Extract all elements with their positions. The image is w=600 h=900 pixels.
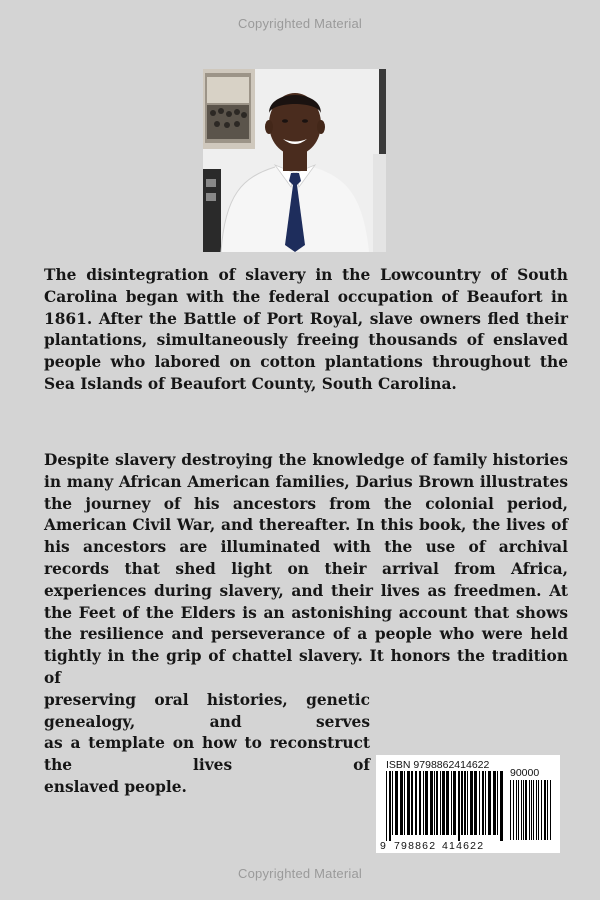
- barcode-bar: [538, 780, 539, 840]
- barcode-bar: [510, 780, 511, 840]
- copyright-watermark-bottom: Copyrighted Material: [238, 866, 362, 881]
- barcode-digits-left: 798862: [394, 840, 437, 852]
- barcode-bar: [392, 771, 393, 835]
- barcode-bar: [529, 780, 530, 840]
- barcode-bar: [442, 771, 445, 835]
- barcode-bar: [531, 780, 532, 840]
- barcode-bar: [389, 771, 391, 841]
- barcode-bar: [485, 771, 486, 835]
- barcode-bar: [434, 771, 435, 835]
- isbn-label: ISBN 9798862414622: [386, 759, 490, 771]
- barcode-bar: [415, 771, 417, 835]
- barcode-bar: [461, 771, 463, 835]
- barcode-bar: [500, 771, 503, 841]
- isbn-barcode: [384, 771, 506, 841]
- price-code-label: 90000: [510, 767, 540, 779]
- barcode-bar: [395, 771, 398, 835]
- barcode-bar: [446, 771, 449, 835]
- barcode-bar: [404, 771, 405, 835]
- barcode-bar: [525, 780, 527, 840]
- barcode-bar: [453, 771, 456, 835]
- barcode-bar: [386, 771, 387, 841]
- barcode-digits-right: 414622: [442, 840, 485, 852]
- description-paragraph-2-line: enslaved people.: [44, 777, 187, 796]
- price-barcode: [508, 780, 554, 840]
- description-paragraph-2-main: Despite slavery destroying the knowledge of family histories in many African American families, Darius Brown illustrates the journey of his ancestors from the colonial period, American Civil War, and thereafter. In this book, the lives of his ancestors are illuminated with the use of archival records that shed light on their arrival from Africa, experiences during slavery, and their lives as freedmen. At the Feet of the Elders is an astonishing account that shows the resilience and perseverance of a people who were held tightly in the grip of chattel slavery. It honors the tradition of: [44, 451, 568, 687]
- description-paragraph-2-line: preserving oral histories, genetic genealogy, and serves: [44, 690, 370, 731]
- barcode-bar: [513, 780, 514, 840]
- barcode-bar: [400, 771, 403, 835]
- description-paragraph-1: The disintegration of slavery in the Lowcountry of South Carolina began with the federal occupation of Beaufort in 1861. After the Battle of Port Royal, slave owners fled their plantations, simultaneously freeing thousands of enslaved people who labored on cotton plantations throughout the Sea Islands of Beaufort County, South Carolina.: [44, 266, 568, 393]
- barcode-bar: [458, 771, 460, 841]
- barcode-digit-first: 9: [380, 840, 386, 852]
- barcode-bar: [544, 780, 546, 840]
- author-portrait-image: [203, 69, 386, 252]
- barcode-bar: [547, 780, 548, 840]
- barcode-bar: [436, 771, 438, 835]
- isbn-barcode-box: [376, 755, 560, 853]
- barcode-bar: [533, 780, 534, 840]
- barcode-bar: [523, 780, 524, 840]
- barcode-bar: [419, 771, 421, 835]
- barcode-bar: [479, 771, 480, 835]
- barcode-bar: [411, 771, 413, 835]
- barcode-bar: [493, 771, 496, 835]
- barcode-bar: [488, 771, 491, 835]
- barcode-bar: [541, 780, 542, 840]
- barcode-bar: [407, 771, 410, 835]
- barcode-bar: [536, 780, 537, 840]
- barcode-bar: [550, 780, 551, 840]
- barcode-bar: [474, 771, 477, 835]
- barcode-bar: [423, 771, 424, 835]
- barcode-bar: [521, 780, 522, 840]
- barcode-bar: [497, 771, 498, 835]
- barcode-bar: [518, 780, 519, 840]
- barcode-bar: [440, 771, 441, 835]
- barcode-bar: [467, 771, 468, 835]
- description-paragraph-2: [44, 450, 568, 799]
- barcode-bar: [425, 771, 428, 835]
- author-photo: [203, 69, 386, 252]
- barcode-bar: [451, 771, 452, 835]
- barcode-bar: [470, 771, 473, 835]
- barcode-bar: [516, 780, 517, 840]
- description-paragraph-2-line: as a template on how to reconstruct the lives of: [44, 734, 370, 775]
- barcode-bar: [464, 771, 466, 835]
- copyright-watermark-top: Copyrighted Material: [238, 16, 362, 31]
- barcode-bar: [430, 771, 433, 835]
- barcode-bar: [482, 771, 484, 835]
